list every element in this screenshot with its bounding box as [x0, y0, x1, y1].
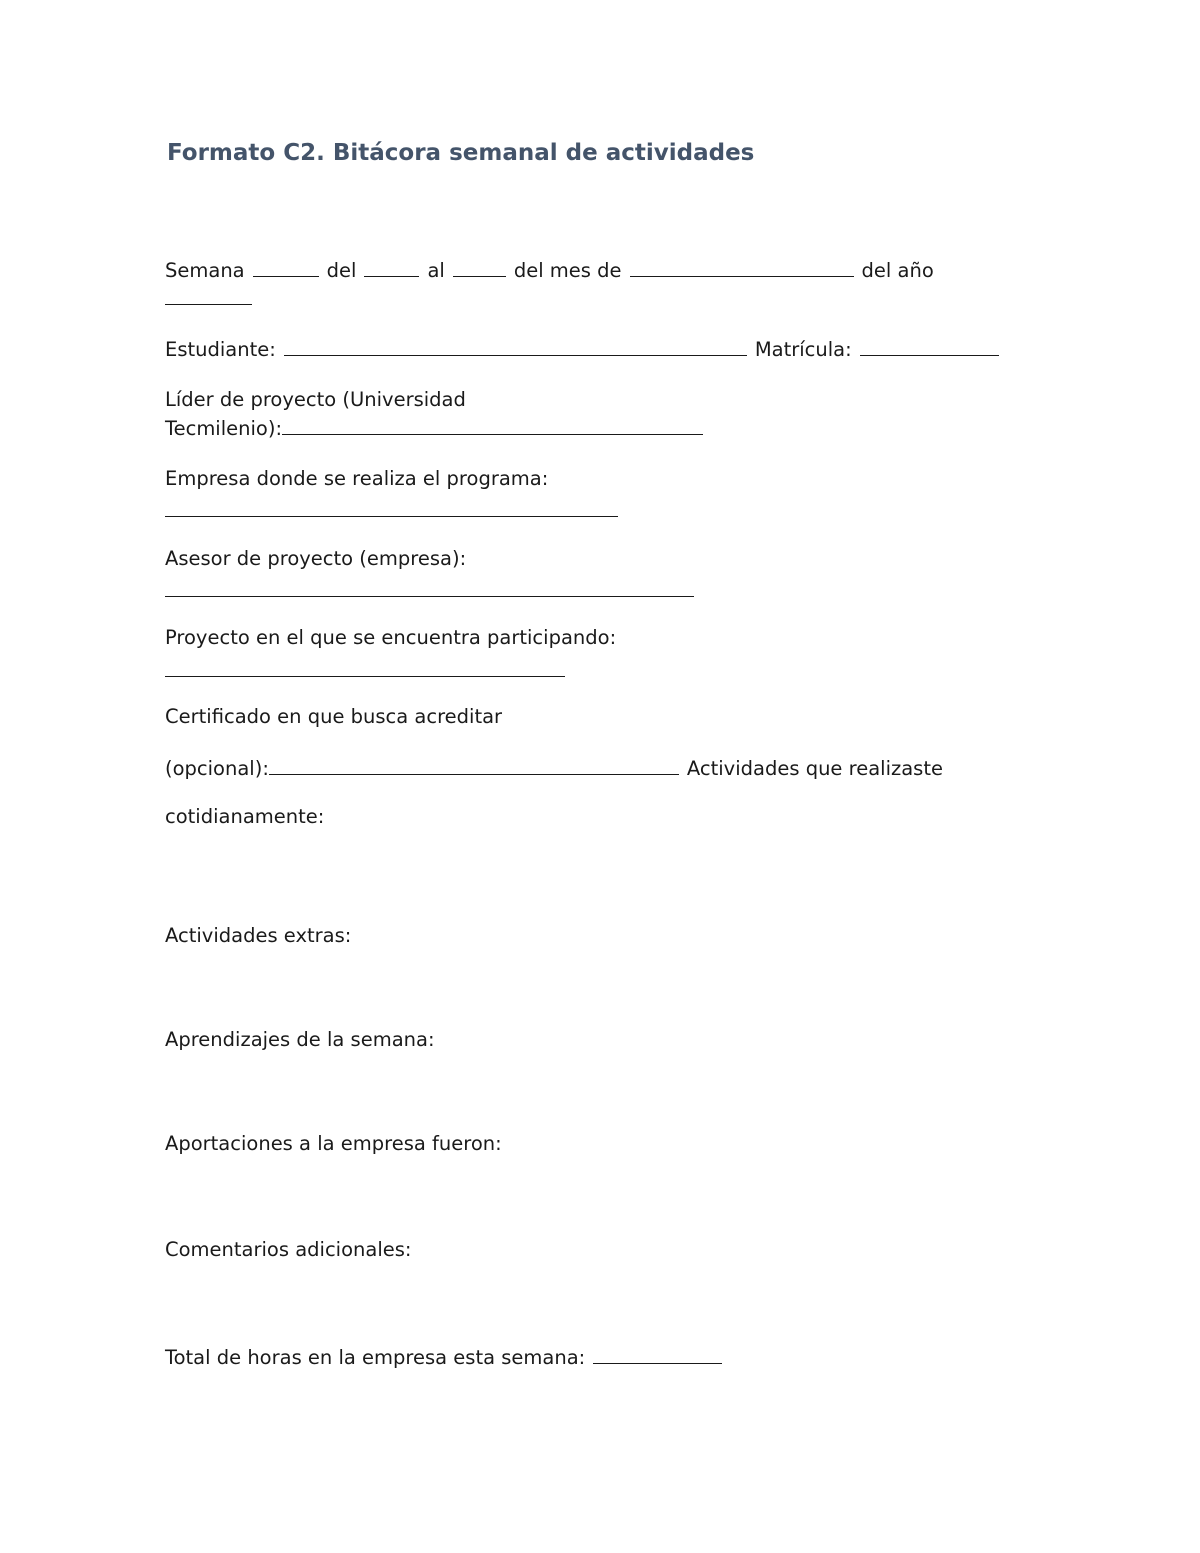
week-label: Semana	[165, 259, 245, 282]
leader-line-1: Líder de proyecto (Universidad	[165, 388, 466, 411]
hours-line	[165, 1341, 722, 1371]
month-field[interactable]	[630, 254, 854, 277]
contributions-label: Aportaciones a la empresa fueron:	[165, 1132, 502, 1155]
week-line	[165, 254, 934, 284]
student-field[interactable]	[284, 333, 747, 356]
company-field[interactable]	[165, 494, 618, 517]
project-field[interactable]	[165, 654, 565, 677]
hours-field[interactable]	[593, 1341, 722, 1364]
week-number-field[interactable]	[253, 254, 319, 277]
year-label: del año	[861, 259, 934, 282]
matricula-label: Matrícula:	[754, 338, 852, 361]
advisor-label: Asesor de proyecto (empresa):	[165, 547, 467, 570]
extra-activities-label: Actividades extras:	[165, 924, 352, 947]
certificate-line	[165, 752, 943, 782]
to-label: al	[427, 259, 445, 282]
comments-label: Comentarios adicionales:	[165, 1238, 412, 1261]
year-line	[165, 282, 252, 312]
leader-label: Tecmilenio):	[165, 417, 283, 440]
activities-label: Actividades que realizaste	[686, 757, 943, 780]
advisor-field[interactable]	[165, 574, 694, 597]
advisor-line	[165, 574, 694, 604]
leader-line-2	[165, 412, 703, 442]
from-label: del	[326, 259, 357, 282]
leader-field[interactable]	[282, 412, 703, 435]
matricula-field[interactable]	[860, 333, 999, 356]
certificate-label: Certificado en que busca acreditar	[165, 705, 503, 728]
from-day-field[interactable]	[364, 254, 419, 277]
company-line	[165, 494, 618, 524]
page-title: Formato C2. Bitácora semanal de actividades	[167, 140, 755, 166]
student-label: Estudiante:	[165, 338, 276, 361]
year-field[interactable]	[165, 282, 252, 305]
hours-label: Total de horas en la empresa esta semana:	[165, 1346, 586, 1369]
to-day-field[interactable]	[453, 254, 506, 277]
certificate-field[interactable]	[269, 752, 679, 775]
daily-label: cotidianamente:	[165, 805, 325, 828]
student-line	[165, 333, 999, 363]
month-label: del mes de	[513, 259, 622, 282]
optional-label: (opcional):	[165, 757, 269, 780]
company-label: Empresa donde se realiza el programa:	[165, 467, 549, 490]
learnings-label: Aprendizajes de la semana:	[165, 1028, 435, 1051]
project-line	[165, 654, 565, 684]
project-label: Proyecto en el que se encuentra participando:	[165, 626, 617, 649]
